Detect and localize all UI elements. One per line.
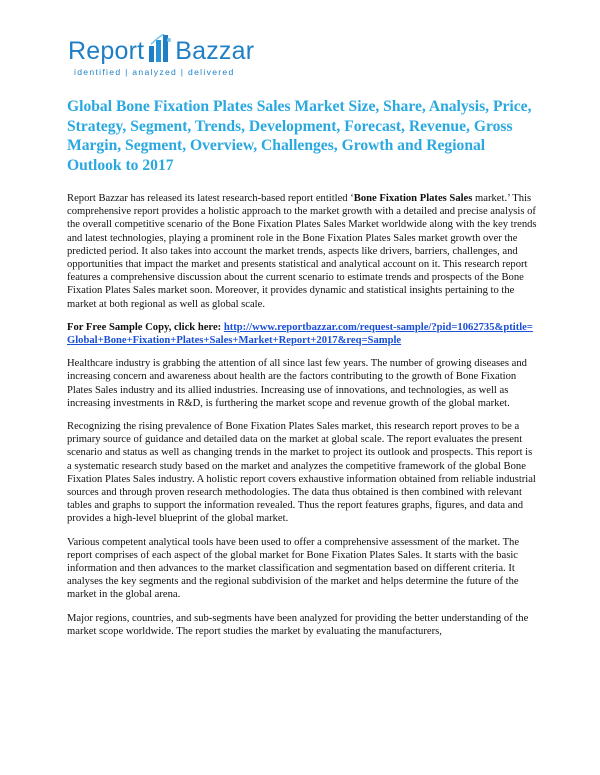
logo-tagline: identified | analyzed | delivered <box>74 67 235 77</box>
body-paragraph-1: Healthcare industry is grabbing the attention of all since last few years. The number of growing diseases and increasing concern and awareness about health are the factors contributing to the growth of Bone Fixation Plates Sales industry and its allied industries. Increasing use of innovations, and technologies, as well as increasing investments in R&D, is furthering the market scope and revenue growth of the global market. <box>67 358 527 409</box>
intro-text-before: Report Bazzar has released its latest research-based report entitled ‘ <box>67 193 354 204</box>
intro-bold-product: Bone Fixation Plates Sales <box>353 193 473 204</box>
free-sample-label: For Free Sample Copy, click here: <box>67 321 224 333</box>
body-paragraph-2: Recognizing the rising prevalence of Bone Fixation Plates Sales market, this research report proves to be a primary source of guidance and detailed data on the market at global scale. The report evaluates the present scenario and status as well as changing trends in the market to project its outlook and prospects. This report is a systematic research study based on the market and analyzes the competitive framework of the global Bone Fixation Plates Sales industry. A holistic report covers exhaustive information obtained from reliable industrial sources and through proven research methodologies. The data thus obtained is then combined with relevant tables and graphs to support the information revealed. Thus the report features graphs, figures, and data and provides a high-level blueprint of the global market. <box>67 421 536 525</box>
free-sample-line <box>67 321 537 347</box>
report-bazzar-logo <box>68 34 268 80</box>
logo-word-report: Report <box>68 37 145 65</box>
body-paragraph-3: Various competent analytical tools have been used to offer a comprehensive assessment of the market. The report comprises of each aspect of the global market for Bone Fixation Plates Sales. It starts with the basic information and then advances to the market classification and segmentation based on different criteria. It analyses the key segments and the regional subdivision of the market and helps determine the future of the market in the global arena. <box>67 536 520 601</box>
body-paragraph-4: Major regions, countries, and sub-segments have been analyzed for providing the better understanding of the market scope worldwide. The report studies the market by evaluating the manufacturers, <box>67 612 529 637</box>
logo-word-bazzar: Bazzar <box>175 37 255 65</box>
report-body <box>67 192 537 648</box>
free-sample-link[interactable]: http://www.reportbazzar.com/request-sample/?pid=1062735&ptitle=Global+Bone+Fixation+Plates+Sales+Market+Report+2017&req=Sample <box>67 321 533 347</box>
intro-paragraph <box>67 192 537 311</box>
report-title: Global Bone Fixation Plates Sales Market Size, Share, Analysis, Price, Strategy, Segment, Trends, Development, Forecast, Revenue, Gross Margin, Segment, Overview, Challenges, Growth and Regional Outlook to 2017 <box>67 98 532 174</box>
logo-mark-icon <box>147 34 173 64</box>
intro-text-after: market.’ This comprehensive report provides a holistic approach to the market growth with a detailed and precise analysis of the overall competitive scenario of the Bone Fixation Plates Sales Market worldwide along with the key trends and latest technologies, playing a prominent role in the Bone Fixation Plates Sales market growth over the predicted period. It also takes into account the market trends, aspects like drivers, barriers, challenges, and opportunities that impact the market and presents statistical and analytical account on it. This research report features a comprehensive discussion about the current scenario to estimate trends and prospects of the Bone Fixation Plates Sales market soon. Moreover, it provides dynamic and statistical insights pertaining to the market at both regional as well as global scale. <box>67 193 537 310</box>
